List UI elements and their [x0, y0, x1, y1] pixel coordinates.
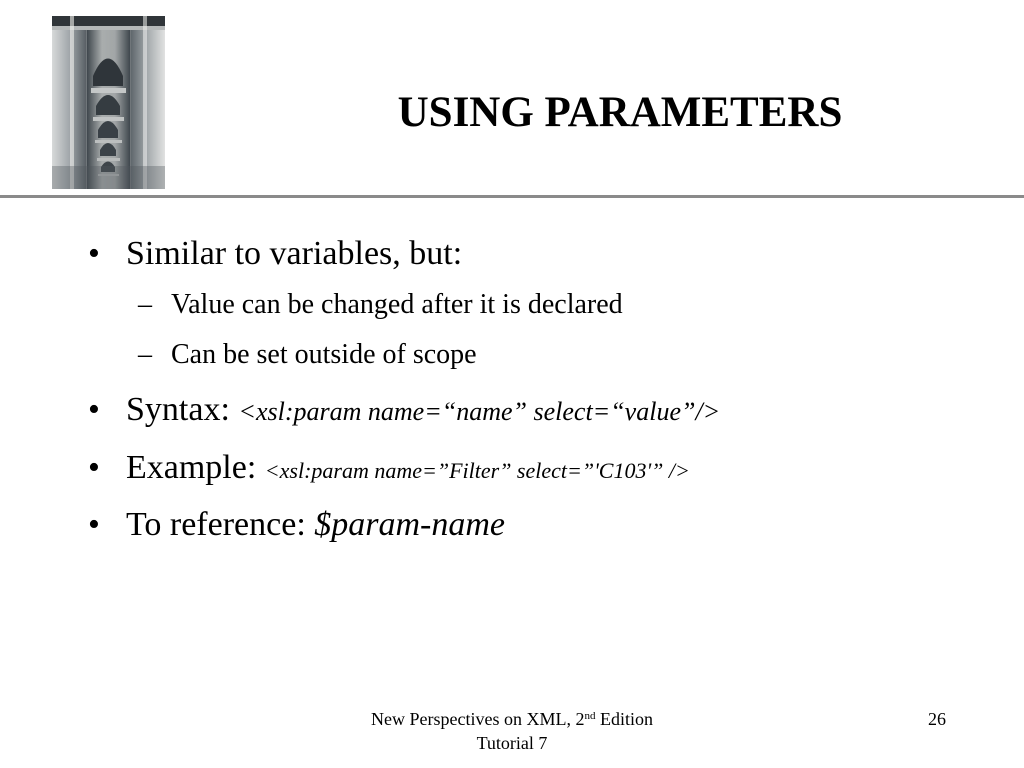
footer-book-title [312, 707, 712, 731]
dash-icon: – [138, 289, 152, 320]
bullet-example [126, 448, 690, 491]
bullet-icon: • [88, 506, 100, 543]
footer-book-suffix: Edition [595, 709, 653, 729]
bullet-similar-to-variables: Similar to variables, but: [126, 235, 463, 272]
bullet-icon: • [88, 235, 100, 272]
bullet-icon: • [88, 449, 100, 486]
dash-icon: – [138, 339, 152, 370]
subitem-set-outside-scope: Can be set outside of scope [171, 339, 477, 370]
footer-book-prefix: New Perspectives on XML, 2 [371, 709, 585, 729]
example-code: <xsl:param name=”Filter” select=”'C103'” /> [264, 458, 690, 483]
reference-code: $param-name [314, 506, 506, 543]
slide-title: USING PARAMETERS [397, 89, 843, 136]
syntax-code: <xsl:param name=“name” select=“value”/> [238, 397, 721, 426]
page-number: 26 [928, 709, 946, 729]
bullet-to-reference [126, 505, 505, 545]
footer-tutorial: Tutorial 7 [476, 733, 548, 753]
syntax-label: Syntax: [126, 391, 239, 428]
footer-book-info [312, 707, 712, 755]
reference-label: To reference: [126, 506, 315, 543]
example-label: Example: [126, 449, 265, 486]
subitem-value-can-change: Value can be changed after it is declared [171, 289, 623, 320]
edition-superscript: nd [584, 710, 596, 722]
bullet-icon: • [88, 391, 100, 428]
bullet-syntax [126, 390, 720, 432]
